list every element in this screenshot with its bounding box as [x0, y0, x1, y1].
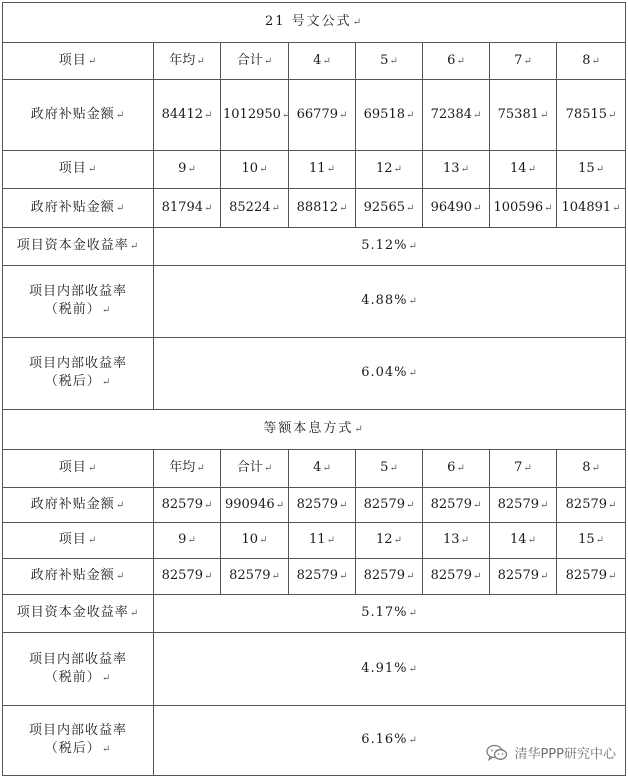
row-label: 政府补贴金额↵ — [3, 189, 154, 228]
value-cell: 72384↵ — [423, 80, 490, 151]
header-cell: 5↵ — [356, 450, 423, 488]
value-cell: 82579↵ — [154, 559, 221, 595]
irr-pre-value: 4.91%↵ — [154, 633, 626, 706]
value-cell: 82579↵ — [423, 559, 490, 595]
irr-pre-label: 项目内部收益率 （税前）↵ — [3, 266, 154, 338]
header-cell: 7↵ — [490, 450, 557, 488]
value-cell: 1012950↵ — [221, 80, 289, 151]
header-cell: 14↵ — [490, 151, 557, 189]
header-cell: 11↵ — [289, 151, 356, 189]
section2-capital-rate-row — [3, 595, 626, 633]
section1-header-row-2 — [3, 151, 626, 189]
value-cell: 85224↵ — [221, 189, 289, 228]
header-cell: 12↵ — [356, 523, 423, 559]
section2-irr-post-row — [3, 706, 626, 776]
header-cell: 14↵ — [490, 523, 557, 559]
header-cell: 13↵ — [423, 151, 490, 189]
section1-header-row-1 — [3, 43, 626, 80]
header-cell: 4↵ — [289, 43, 356, 80]
value-cell: 82579↵ — [356, 488, 423, 523]
value-cell: 75381↵ — [490, 80, 557, 151]
header-cell: 8↵ — [557, 43, 626, 80]
section2-subsidy-row-2 — [3, 559, 626, 595]
section2-header-row-2 — [3, 523, 626, 559]
section2-title: 等额本息方式↵ — [3, 410, 626, 450]
capital-rate-label: 项目资本金收益率↵ — [3, 228, 154, 266]
wechat-icon — [486, 744, 508, 762]
header-cell: 9↵ — [154, 151, 221, 189]
irr-post-label: 项目内部收益率 （税后）↵ — [3, 338, 154, 410]
section2-header-row-1 — [3, 450, 626, 488]
value-cell: 92565↵ — [356, 189, 423, 228]
value-cell: 990946↵ — [221, 488, 289, 523]
header-cell: 合计↵ — [221, 43, 289, 80]
header-cell: 10↵ — [221, 523, 289, 559]
value-cell: 104891↵ — [557, 189, 626, 228]
irr-pre-value: 4.88%↵ — [154, 266, 626, 338]
header-cell: 合计↵ — [221, 450, 289, 488]
value-cell: 82579↵ — [490, 488, 557, 523]
header-cell: 6↵ — [423, 43, 490, 80]
value-cell: 69518↵ — [356, 80, 423, 151]
value-cell: 82579↵ — [423, 488, 490, 523]
value-cell: 100596↵ — [490, 189, 557, 228]
section1-subsidy-row-1 — [3, 80, 626, 151]
row-label: 项目↵ — [3, 523, 154, 559]
header-cell: 12↵ — [356, 151, 423, 189]
header-cell: 6↵ — [423, 450, 490, 488]
value-cell: 81794↵ — [154, 189, 221, 228]
header-cell: 9↵ — [154, 523, 221, 559]
section1-title-row — [3, 3, 626, 43]
row-label: 项目↵ — [3, 43, 154, 80]
value-cell: 82579↵ — [221, 559, 289, 595]
value-cell: 82579↵ — [154, 488, 221, 523]
header-cell: 15↵ — [557, 151, 626, 189]
header-cell: 7↵ — [490, 43, 557, 80]
header-cell: 13↵ — [423, 523, 490, 559]
irr-pre-label: 项目内部收益率 （税前）↵ — [3, 633, 154, 706]
section2-irr-pre-row — [3, 633, 626, 706]
section1-irr-post-row — [3, 338, 626, 410]
capital-rate-value: 5.12%↵ — [154, 228, 626, 266]
header-cell: 15↵ — [557, 523, 626, 559]
value-cell: 82579↵ — [289, 488, 356, 523]
header-cell: 8↵ — [557, 450, 626, 488]
watermark — [486, 743, 616, 762]
section1-title: 21 号文公式↵ — [3, 3, 626, 43]
irr-post-label: 项目内部收益率 （税后）↵ — [3, 706, 154, 776]
irr-post-value: 6.16%↵ — [154, 706, 626, 776]
section1-subsidy-row-2 — [3, 189, 626, 228]
row-label: 政府补贴金额↵ — [3, 488, 154, 523]
section2-subsidy-row-1 — [3, 488, 626, 523]
row-label: 项目↵ — [3, 450, 154, 488]
capital-rate-value: 5.17%↵ — [154, 595, 626, 633]
value-cell: 84412↵ — [154, 80, 221, 151]
value-cell: 82579↵ — [490, 559, 557, 595]
section2-title-row — [3, 410, 626, 450]
watermark-text: 清华PPP研究中心 — [514, 747, 616, 762]
capital-rate-label: 项目资本金收益率↵ — [3, 595, 154, 633]
section1-capital-rate-row — [3, 228, 626, 266]
value-cell: 82579↵ — [356, 559, 423, 595]
value-cell: 96490↵ — [423, 189, 490, 228]
header-cell: 5↵ — [356, 43, 423, 80]
header-cell: 10↵ — [221, 151, 289, 189]
subsidy-comparison-table — [2, 2, 626, 776]
value-cell: 78515↵ — [557, 80, 626, 151]
value-cell: 82579↵ — [557, 559, 626, 595]
irr-post-value: 6.04%↵ — [154, 338, 626, 410]
value-cell: 82579↵ — [289, 559, 356, 595]
row-label: 政府补贴金额↵ — [3, 559, 154, 595]
row-label: 政府补贴金额↵ — [3, 80, 154, 151]
value-cell: 66779↵ — [289, 80, 356, 151]
row-label: 项目↵ — [3, 151, 154, 189]
header-cell: 4↵ — [289, 450, 356, 488]
header-cell: 年均↵ — [154, 450, 221, 488]
value-cell: 82579↵ — [557, 488, 626, 523]
header-cell: 年均↵ — [154, 43, 221, 80]
header-cell: 11↵ — [289, 523, 356, 559]
section1-irr-pre-row — [3, 266, 626, 338]
value-cell: 88812↵ — [289, 189, 356, 228]
